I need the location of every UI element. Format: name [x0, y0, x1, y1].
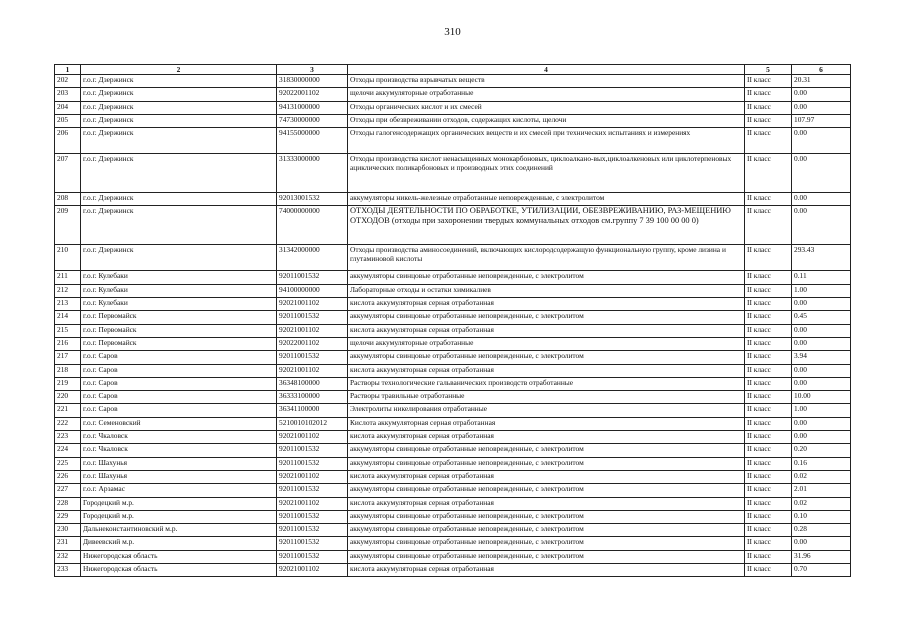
hazard-class: II класс [745, 271, 792, 284]
table-row [55, 75, 851, 88]
waste-code: 92021001102 [277, 431, 348, 444]
table-row [55, 351, 851, 364]
table-row [55, 128, 851, 154]
amount: 0.02 [792, 497, 851, 510]
amount: 0.00 [792, 193, 851, 206]
location: г.о.г. Дзержинск [81, 154, 277, 193]
amount: 3.94 [792, 351, 851, 364]
hazard-class: II класс [745, 351, 792, 364]
hazard-class: II класс [745, 154, 792, 193]
amount: 0.00 [792, 128, 851, 154]
amount: 1.00 [792, 284, 851, 297]
location: Городецкий м.р. [81, 510, 277, 523]
table-row [55, 417, 851, 430]
page-number: 310 [444, 26, 461, 38]
header-row [55, 65, 851, 75]
location: г.о.г. Дзержинск [81, 193, 277, 206]
location: г.о.г. Семеновский [81, 417, 277, 430]
row-number: 226 [55, 470, 81, 483]
waste-description: щелочи аккумуляторные отработанные [348, 337, 745, 350]
table-row [55, 404, 851, 417]
waste-description: кислота аккумуляторная серная отработанная [348, 298, 745, 311]
amount: 10.00 [792, 391, 851, 404]
hazard-class: II класс [745, 311, 792, 324]
row-number: 208 [55, 193, 81, 206]
row-number: 204 [55, 101, 81, 114]
waste-code: 74000000000 [277, 206, 348, 245]
amount: 293.43 [792, 245, 851, 271]
waste-description: аккумуляторы свинцовые отработанные неповрежденные, с электролитом [348, 550, 745, 563]
table-row [55, 391, 851, 404]
row-number: 205 [55, 114, 81, 127]
hazard-class: II класс [745, 88, 792, 101]
hazard-class: II класс [745, 391, 792, 404]
location: г.о.г. Кулебаки [81, 284, 277, 297]
hazard-class: II класс [745, 537, 792, 550]
hazard-class: II класс [745, 431, 792, 444]
hazard-class: II класс [745, 245, 792, 271]
table-row [55, 193, 851, 206]
row-number: 222 [55, 417, 81, 430]
waste-code: 92011001532 [277, 351, 348, 364]
hazard-class: II класс [745, 497, 792, 510]
waste-description: аккумуляторы свинцовые отработанные неповрежденные, с электролитом [348, 537, 745, 550]
hazard-class: II класс [745, 206, 792, 245]
waste-code: 92011001532 [277, 510, 348, 523]
location: г.о.г. Саров [81, 404, 277, 417]
header-cell: 5 [745, 65, 792, 75]
hazard-class: II класс [745, 404, 792, 417]
location: Нижегородская область [81, 550, 277, 563]
row-number: 216 [55, 337, 81, 350]
waste-code: 92022001102 [277, 88, 348, 101]
location: г.о.г. Первомайск [81, 324, 277, 337]
waste-description: аккумуляторы свинцовые отработанные неповрежденные, с электролитом [348, 484, 745, 497]
waste-code: 92021001102 [277, 564, 348, 577]
row-number: 221 [55, 404, 81, 417]
waste-description: кислота аккумуляторная серная отработанная [348, 497, 745, 510]
waste-description: аккумуляторы свинцовые отработанные неповрежденные, с электролитом [348, 510, 745, 523]
waste-description: аккумуляторы свинцовые отработанные неповрежденные, с электролитом [348, 311, 745, 324]
location: г.о.г. Дзержинск [81, 114, 277, 127]
row-number: 206 [55, 128, 81, 154]
row-number: 202 [55, 75, 81, 88]
row-number: 209 [55, 206, 81, 245]
waste-code: 92011001532 [277, 444, 348, 457]
waste-code: 92021001102 [277, 324, 348, 337]
row-number: 219 [55, 377, 81, 390]
table-row [55, 497, 851, 510]
amount: 20.31 [792, 75, 851, 88]
location: Дальнеконстантиновский м.р. [81, 524, 277, 537]
waste-code: 92021001102 [277, 364, 348, 377]
header-cell: 2 [81, 65, 277, 75]
hazard-class: II класс [745, 114, 792, 127]
location: г.о.г. Саров [81, 351, 277, 364]
amount: 0.02 [792, 470, 851, 483]
table-row [55, 510, 851, 523]
row-number: 211 [55, 271, 81, 284]
hazard-class: II класс [745, 128, 792, 154]
amount: 0.00 [792, 337, 851, 350]
waste-code: 92011001532 [277, 271, 348, 284]
waste-description: аккумуляторы свинцовые отработанные неповрежденные, с электролитом [348, 457, 745, 470]
location: г.о.г. Первомайск [81, 311, 277, 324]
row-number: 215 [55, 324, 81, 337]
table-row [55, 457, 851, 470]
location: г.о.г. Чкаловск [81, 431, 277, 444]
row-number: 203 [55, 88, 81, 101]
location: Дивеевский м.р. [81, 537, 277, 550]
location: г.о.г. Дзержинск [81, 88, 277, 101]
header-cell: 3 [277, 65, 348, 75]
amount: 0.70 [792, 564, 851, 577]
amount: 0.00 [792, 154, 851, 193]
row-number: 231 [55, 537, 81, 550]
waste-description: Растворы технологические гальванических производств отработанные [348, 377, 745, 390]
row-number: 214 [55, 311, 81, 324]
hazard-class: II класс [745, 564, 792, 577]
table-row [55, 271, 851, 284]
hazard-class: II класс [745, 524, 792, 537]
table-row [55, 324, 851, 337]
waste-description: аккумуляторы свинцовые отработанные неповрежденные, с электролитом [348, 524, 745, 537]
table-row [55, 298, 851, 311]
waste-code: 31333000000 [277, 154, 348, 193]
hazard-class: II класс [745, 101, 792, 114]
waste-description: аккумуляторы свинцовые отработанные неповрежденные, с электролитом [348, 444, 745, 457]
table-row [55, 114, 851, 127]
waste-description: Отходы галогенсодержащих органических веществ и их смесей при технических испытаниях и измерениях [348, 128, 745, 154]
location: Нижегородская область [81, 564, 277, 577]
amount: 0.10 [792, 510, 851, 523]
location: г.о.г. Арзамас [81, 484, 277, 497]
waste-description: Электролиты никелирования отработанные [348, 404, 745, 417]
location: Городецкий м.р. [81, 497, 277, 510]
waste-code: 36333100000 [277, 391, 348, 404]
amount: 0.00 [792, 377, 851, 390]
waste-code: 92011001532 [277, 484, 348, 497]
header-cell: 1 [55, 65, 81, 75]
row-number: 220 [55, 391, 81, 404]
table-row [55, 564, 851, 577]
amount: 0.00 [792, 88, 851, 101]
row-number: 233 [55, 564, 81, 577]
amount: 0.16 [792, 457, 851, 470]
amount: 0.00 [792, 298, 851, 311]
amount: 0.00 [792, 537, 851, 550]
waste-code: 5210010102012 [277, 417, 348, 430]
amount: 0.00 [792, 364, 851, 377]
hazard-class: II класс [745, 193, 792, 206]
waste-description: Отходы производства кислот ненасыщенных монокарбоновых, циклоалкано-вых,циклоалкеновых или циклотерпеновых ациклических поликарбоновых и производных этих соединений [348, 154, 745, 193]
waste-description: кислота аккумуляторная серная отработанная [348, 470, 745, 483]
table-row [55, 245, 851, 271]
location: г.о.г. Дзержинск [81, 206, 277, 245]
waste-code: 92011001532 [277, 550, 348, 563]
amount: 0.00 [792, 431, 851, 444]
waste-description: Лабораторные отходы и остатки химикалиев [348, 284, 745, 297]
row-number: 225 [55, 457, 81, 470]
waste-code: 74730000000 [277, 114, 348, 127]
waste-code: 92013001532 [277, 193, 348, 206]
header-cell: 6 [792, 65, 851, 75]
waste-code: 92011001532 [277, 524, 348, 537]
amount: 0.00 [792, 206, 851, 245]
location: г.о.г. Саров [81, 364, 277, 377]
amount: 31.96 [792, 550, 851, 563]
waste-description: щелочи аккумуляторные отработанные [348, 88, 745, 101]
row-number: 217 [55, 351, 81, 364]
waste-description: аккумуляторы свинцовые отработанные неповрежденные, с электролитом [348, 351, 745, 364]
waste-description: аккумуляторы свинцовые отработанные неповрежденные, с электролитом [348, 271, 745, 284]
waste-description: Отходы производства взрывчатых веществ [348, 75, 745, 88]
waste-description: кислота аккумуляторная серная отработанная [348, 324, 745, 337]
location: г.о.г. Дзержинск [81, 245, 277, 271]
table-row [55, 364, 851, 377]
hazard-class: II класс [745, 75, 792, 88]
waste-code: 92011001532 [277, 457, 348, 470]
location: г.о.г. Кулебаки [81, 271, 277, 284]
waste-code: 94100000000 [277, 284, 348, 297]
row-number: 212 [55, 284, 81, 297]
waste-code: 92011001532 [277, 537, 348, 550]
waste-code: 36341100000 [277, 404, 348, 417]
amount: 0.00 [792, 324, 851, 337]
hazard-class: II класс [745, 324, 792, 337]
row-number: 230 [55, 524, 81, 537]
row-number: 213 [55, 298, 81, 311]
waste-code: 92021001102 [277, 497, 348, 510]
waste-description: Растворы травильные отработанные [348, 391, 745, 404]
hazard-class: II класс [745, 284, 792, 297]
amount: 0.00 [792, 417, 851, 430]
row-number: 223 [55, 431, 81, 444]
waste-code: 94155000000 [277, 128, 348, 154]
waste-code: 94131000000 [277, 101, 348, 114]
waste-description: кислота аккумуляторная серная отработанная [348, 364, 745, 377]
location: г.о.г. Дзержинск [81, 128, 277, 154]
waste-code: 92021001102 [277, 298, 348, 311]
amount: 107.97 [792, 114, 851, 127]
row-number: 218 [55, 364, 81, 377]
row-number: 228 [55, 497, 81, 510]
table-row [55, 550, 851, 563]
location: г.о.г. Чкаловск [81, 444, 277, 457]
location: г.о.г. Дзержинск [81, 101, 277, 114]
hazard-class: II класс [745, 484, 792, 497]
waste-code: 92022001102 [277, 337, 348, 350]
location: г.о.г. Шахунья [81, 457, 277, 470]
waste-description: кислота аккумуляторная серная отработанная [348, 431, 745, 444]
amount: 0.45 [792, 311, 851, 324]
waste-description: кислота аккумуляторная серная отработанная [348, 564, 745, 577]
hazard-class: II класс [745, 510, 792, 523]
table-row [55, 524, 851, 537]
waste-code: 92011001532 [277, 311, 348, 324]
table-row [55, 444, 851, 457]
waste-code: 31342000000 [277, 245, 348, 271]
row-number: 227 [55, 484, 81, 497]
waste-description: Кислота аккумуляторная серная отработанная [348, 417, 745, 430]
table-row [55, 537, 851, 550]
table-row [55, 337, 851, 350]
hazard-class: II класс [745, 444, 792, 457]
hazard-class: II класс [745, 377, 792, 390]
waste-code: 92021001102 [277, 470, 348, 483]
table-row [55, 284, 851, 297]
table-row [55, 101, 851, 114]
hazard-class: II класс [745, 364, 792, 377]
waste-description: Отходы органических кислот и их смесей [348, 101, 745, 114]
amount: 0.00 [792, 101, 851, 114]
location: г.о.г. Саров [81, 377, 277, 390]
hazard-class: II класс [745, 470, 792, 483]
location: г.о.г. Саров [81, 391, 277, 404]
location: г.о.г. Шахунья [81, 470, 277, 483]
table-row [55, 431, 851, 444]
table-row [55, 470, 851, 483]
table-row [55, 311, 851, 324]
row-number: 210 [55, 245, 81, 271]
waste-code: 31830000000 [277, 75, 348, 88]
table-row [55, 484, 851, 497]
table-row [55, 88, 851, 101]
row-number: 229 [55, 510, 81, 523]
row-number: 224 [55, 444, 81, 457]
amount: 0.28 [792, 524, 851, 537]
amount: 2.01 [792, 484, 851, 497]
table-row [55, 377, 851, 390]
amount: 0.20 [792, 444, 851, 457]
waste-description: Отходы при обезвреживании отходов, содержащих кислоты, щелочи [348, 114, 745, 127]
waste-table [54, 64, 851, 577]
header-cell: 4 [348, 65, 745, 75]
table-row [55, 154, 851, 193]
waste-description: Отходы производства аминосоединений, включающих кислородсодержащую функциональную группу, кроме лизина и глутаминовой кислоты [348, 245, 745, 271]
hazard-class: II класс [745, 298, 792, 311]
hazard-class: II класс [745, 417, 792, 430]
row-number: 232 [55, 550, 81, 563]
amount: 0.11 [792, 271, 851, 284]
hazard-class: II класс [745, 337, 792, 350]
waste-code: 36348100000 [277, 377, 348, 390]
table-row [55, 206, 851, 245]
location: г.о.г. Дзержинск [81, 75, 277, 88]
waste-description: ОТХОДЫ ДЕЯТЕЛЬНОСТИ ПО ОБРАБОТКЕ, УТИЛИЗАЦИИ, ОБЕЗВРЕЖИВАНИЮ, РАЗ-МЕЩЕНИЮ ОТХОДОВ (отходы при захоронении твердых коммунальных отходов см.группу 7 39 100 00 00 0) [348, 206, 745, 245]
location: г.о.г. Первомайск [81, 337, 277, 350]
row-number: 207 [55, 154, 81, 193]
hazard-class: II класс [745, 550, 792, 563]
waste-description: аккумуляторы никель-железные отработанные неповрежденные, с электролитом [348, 193, 745, 206]
hazard-class: II класс [745, 457, 792, 470]
location: г.о.г. Кулебаки [81, 298, 277, 311]
amount: 1.00 [792, 404, 851, 417]
